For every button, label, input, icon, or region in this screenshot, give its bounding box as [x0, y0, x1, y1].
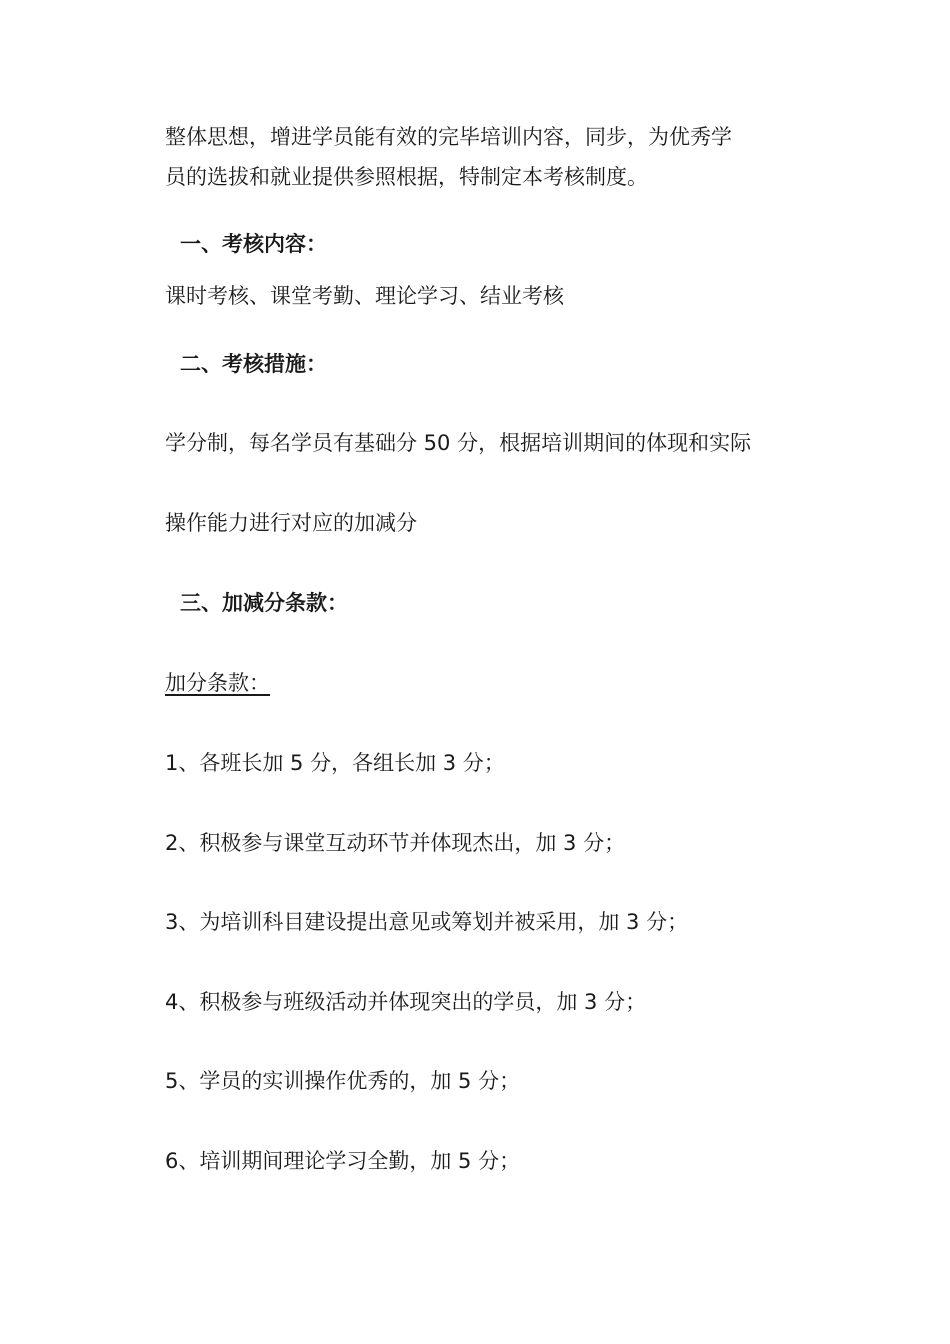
section-3-heading: 三、加减分条款：	[180, 591, 348, 615]
section-2-body-line-2: 操作能力进行对应的加减分	[165, 511, 417, 535]
bonus-item-3: 3、为培训科目建设提出意见或筹划并被采用，加 3 分；	[165, 910, 689, 934]
section-1-heading: 一、考核内容：	[180, 232, 327, 256]
bonus-clauses-subheading: 加分条款：	[165, 671, 270, 695]
section-2-heading: 二、考核措施：	[180, 352, 327, 376]
bonus-item-2: 2、积极参与课堂互动环节并体现杰出，加 3 分；	[165, 831, 626, 855]
section-2-body-line-1: 学分制，每名学员有基础分 50 分，根据培训期间的体现和实际	[165, 431, 752, 455]
bonus-item-5: 5、学员的实训操作优秀的，加 5 分；	[165, 1069, 521, 1093]
intro-line-2: 员的选拔和就业提供参照根据，特制定本考核制度。	[165, 165, 648, 189]
intro-line-1: 整体思想，增进学员能有效的完毕培训内容，同步，为优秀学	[165, 125, 732, 149]
bonus-item-4: 4、积极参与班级活动并体现突出的学员，加 3 分；	[165, 990, 647, 1014]
bonus-item-1: 1、各班长加 5 分，各组长加 3 分；	[165, 751, 505, 775]
section-1-body: 课时考核、课堂考勤、理论学习、结业考核	[165, 284, 564, 308]
bonus-item-6: 6、培训期间理论学习全勤，加 5 分；	[165, 1149, 521, 1173]
